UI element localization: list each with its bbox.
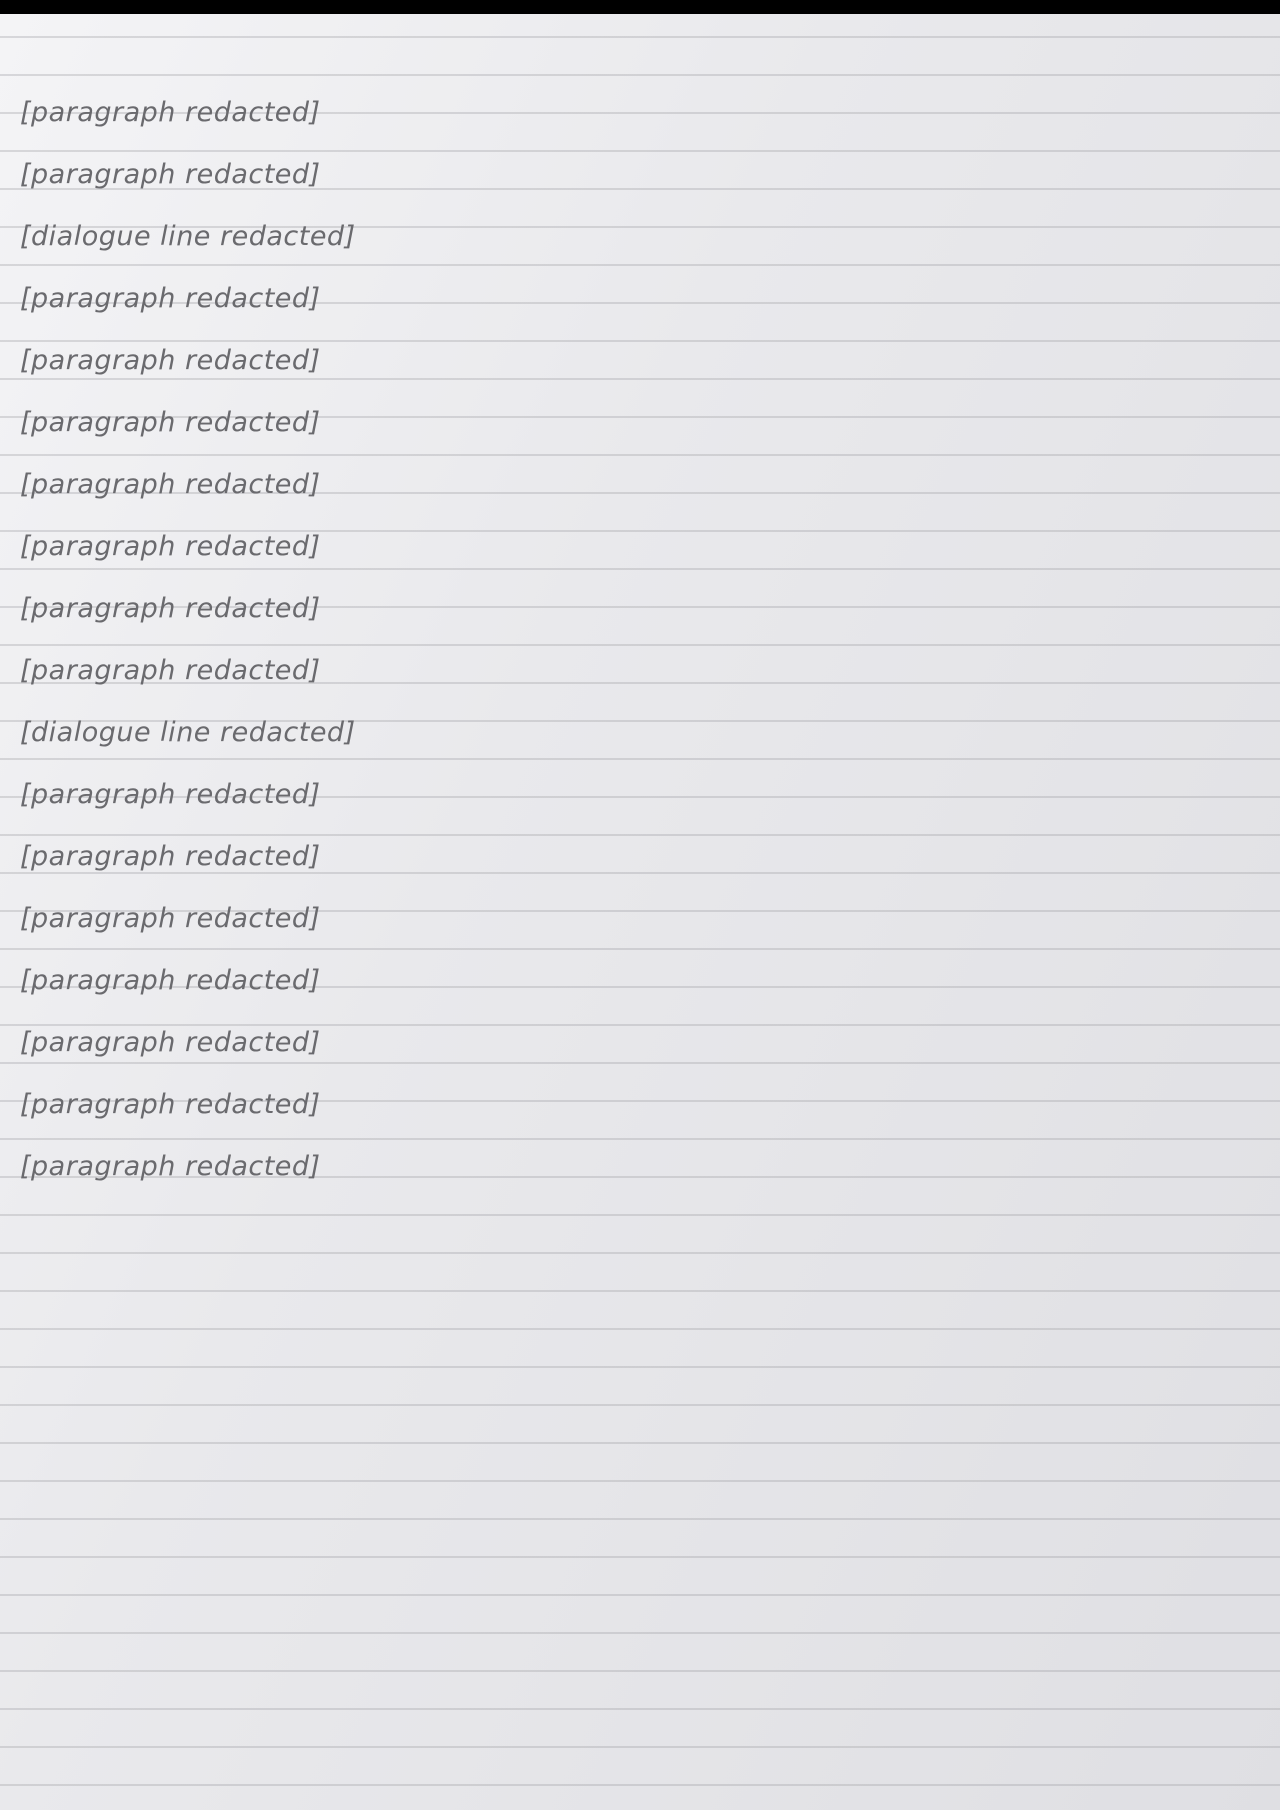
- paragraph: [dialogue line redacted]: [20, 717, 356, 748]
- paragraph: [paragraph redacted]: [20, 841, 321, 872]
- paragraph: [paragraph redacted]: [20, 779, 321, 810]
- paragraph: [paragraph redacted]: [20, 283, 321, 314]
- paragraph: [paragraph redacted]: [20, 469, 321, 500]
- paragraph: [paragraph redacted]: [20, 965, 321, 996]
- paragraph: [paragraph redacted]: [20, 1089, 321, 1120]
- top-black-bar: [0, 0, 1280, 14]
- paragraph: [paragraph redacted]: [20, 1151, 321, 1182]
- paragraph: [paragraph redacted]: [20, 655, 321, 686]
- paragraph: [dialogue line redacted]: [20, 221, 356, 252]
- paragraph: [paragraph redacted]: [20, 903, 321, 934]
- paragraph: [paragraph redacted]: [20, 1027, 321, 1058]
- paragraph: [paragraph redacted]: [20, 531, 321, 562]
- paragraph: [paragraph redacted]: [20, 159, 321, 190]
- paragraph: [paragraph redacted]: [20, 593, 321, 624]
- paragraph: [paragraph redacted]: [20, 407, 321, 438]
- document-page: [0, 14, 1280, 1186]
- paragraph: [paragraph redacted]: [20, 345, 321, 376]
- paragraph: [paragraph redacted]: [20, 97, 321, 128]
